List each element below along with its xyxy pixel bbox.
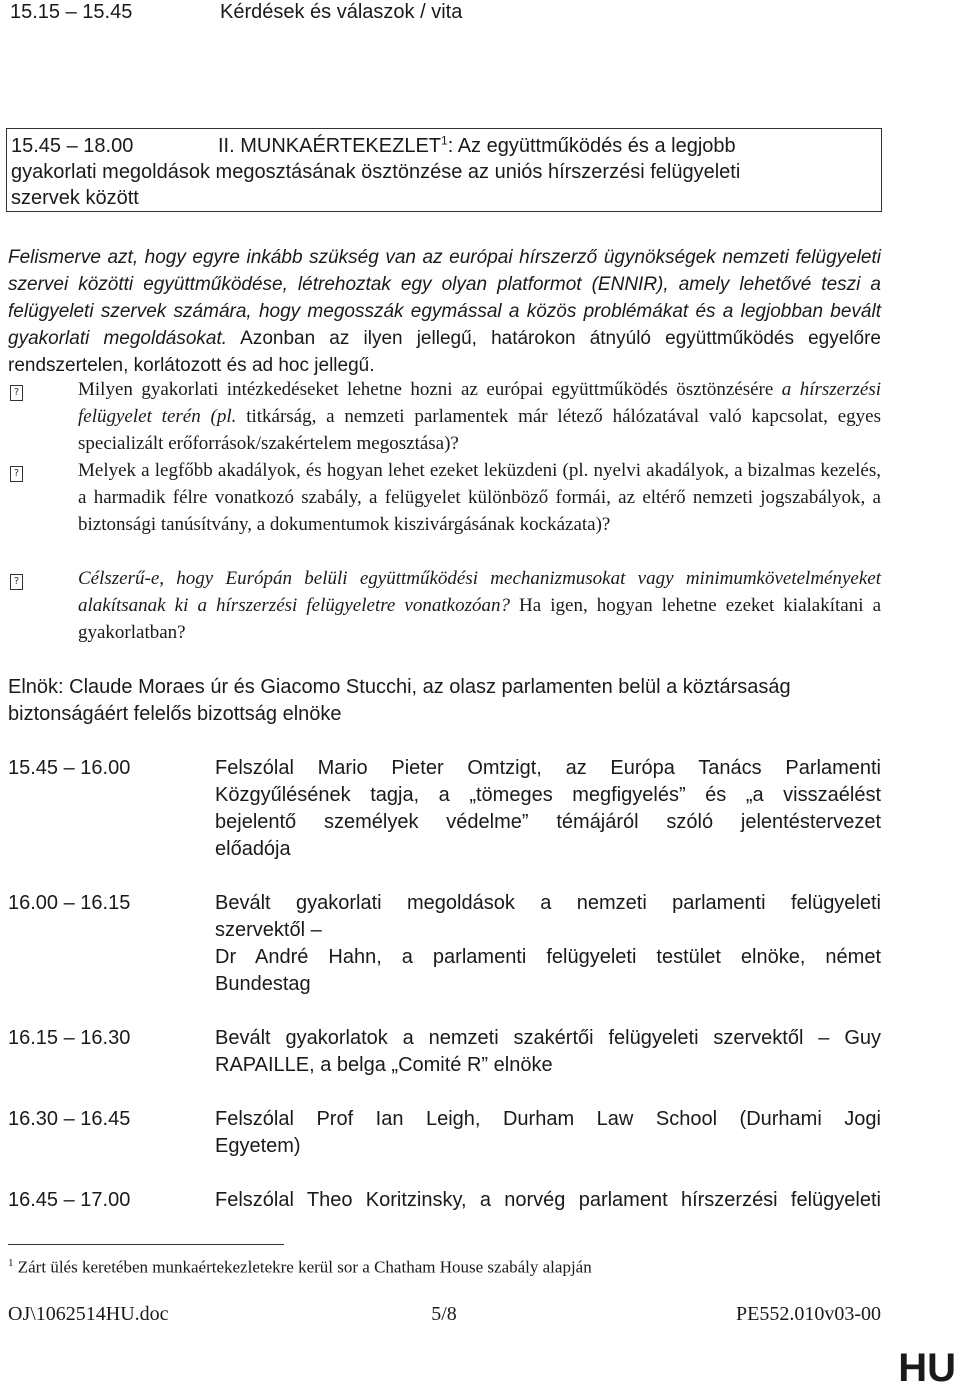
- bullet-icon: ?: [10, 466, 23, 482]
- question-3-italic: Célszerű-e, hogy Európán belüli együttműködési mechanizmusokat vagy minimumkövetelményeket alakítsanak ki a hírszerzési felügyeletre vonatkozóan?: [78, 568, 881, 616]
- schedule-time: 15.45 – 16.00: [8, 757, 131, 779]
- desc-line: Bevált gyakorlati megoldások a nemzeti parlamenti felügyeleti: [215, 892, 881, 914]
- footnote-ref[interactable]: 1: [441, 133, 448, 148]
- top-agenda-line: [10, 0, 462, 24]
- schedule-desc: [215, 1187, 881, 1214]
- intro-italic: Felismerve azt, hogy egyre inkább szükség van az európai hírszerző ügynökségek nemzeti felügyeleti szervei közötti együttműködése, létrehoztak egy olyan platformot (ENNIR), amely lehetővé teszi a felügyeleti szervek számára, hogy megosszák egymással a közös problémákat és a legjobban bevált gyakorlati megoldásokat.: [8, 247, 881, 349]
- schedule-desc: [215, 890, 881, 998]
- schedule-desc: [215, 755, 881, 863]
- desc-line: Bevált gyakorlatok a nemzeti szakértői felügyeleti szervektől – Guy: [215, 1027, 881, 1049]
- session-title-rest: : Az együttműködés és a legjobb: [447, 135, 736, 157]
- session-header-box: [6, 128, 882, 212]
- session-header-line-1: [11, 133, 877, 159]
- footer-pe-ref: PE552.010v03-00: [736, 1303, 881, 1325]
- footnote-divider: [8, 1244, 284, 1245]
- desc-line: előadója: [215, 838, 291, 860]
- desc-line: Bundestag: [215, 973, 311, 995]
- schedule-desc: [215, 1025, 881, 1079]
- schedule-time: 16.30 – 16.45: [8, 1108, 131, 1130]
- session-header-line-2: gyakorlati megoldások megosztásának ösztönzése az uniós hírszerzési felügyeleti: [11, 161, 741, 183]
- desc-line: Egyetem): [215, 1135, 301, 1157]
- question-2-part-a: Melyek a legfőbb akadályok, és hogyan lehet ezeket leküzdeni (pl. nyelvi akadályok, a bizalmas kezelés, a harmadik félre vonatkozó szabály, a felügyelet különböző formái, az eltérő nemzeti jogszabályok, a biztonsági tanúsítvány, a dokumentumok kiszivárgásának kockázata)?: [78, 460, 881, 535]
- desc-line: bejelentő személyek védelme” témájáról szóló jelentéstervezet: [215, 811, 881, 833]
- question-1-italic: a hírszerzési felügyelet terén (pl.: [78, 379, 882, 427]
- footnote-text: Zárt ülés keretében munkaértekezletekre kerül sor a Chatham House szabály alapján: [13, 1257, 592, 1277]
- bullet-icon: ?: [10, 574, 23, 590]
- desc-line: Közgyűlésének tagja, a „tömeges megfigyelés” és „a visszaélést: [215, 784, 881, 806]
- schedule-time: 16.00 – 16.15: [8, 892, 131, 914]
- question-item-1: [78, 376, 881, 457]
- page-number: 5/8: [431, 1303, 457, 1325]
- desc-line: RAPAILLE, a belga „Comité R” elnöke: [215, 1054, 553, 1076]
- question-1-part-b: titkárság, a nemzeti parlamentek már létező hálózatával való kapcsolat, egyes specializált erőforrások/szakértelem megosztása)?: [78, 406, 881, 454]
- intro-paragraph: [8, 244, 881, 379]
- schedule-time: 16.15 – 16.30: [8, 1027, 131, 1049]
- intro-normal: Azonban az ilyen jellegű, határokon átnyúló együttműködés egyelőre rendszertelen, korlátozott és ad hoc jellegű.: [8, 328, 882, 376]
- question-3-part-b: Ha igen, hogyan lehetne ezeket kialakítani a gyakorlatban?: [78, 595, 882, 643]
- desc-line: Dr André Hahn, a parlamenti felügyeleti testület elnöke, német: [215, 946, 881, 968]
- footnote-number: 1: [8, 1257, 14, 1269]
- footnote: [8, 1252, 592, 1279]
- schedule-time: 16.45 – 17.00: [8, 1189, 131, 1211]
- desc-line: Felszólal Theo Koritzinsky, a norvég parlament hírszerzési felügyeleti: [215, 1189, 881, 1211]
- bullet-icon: ?: [10, 385, 23, 401]
- question-item-3: [78, 565, 881, 646]
- chair-line: Elnök: Claude Moraes úr és Giacomo Stucchi, az olasz parlamenten belül a köztársaság biztonságáért felelős bizottság elnöke: [8, 676, 791, 725]
- agenda-title: Kérdések és válaszok / vita: [220, 1, 463, 23]
- session-time: 15.45 – 18.00: [11, 135, 134, 157]
- session-prefix: II. MUNKAÉRTEKEZLET: [218, 135, 442, 157]
- question-item-2: [78, 457, 881, 538]
- session-header-line-3: szervek között: [11, 187, 139, 209]
- desc-line: Felszólal Mario Pieter Omtzigt, az Európa Tanács Parlamenti: [215, 757, 881, 779]
- language-code: HU: [898, 1346, 956, 1390]
- agenda-time: 15.15 – 15.45: [10, 1, 133, 23]
- question-1-part-a: Milyen gyakorlati intézkedéseket lehetne hozni az európai együttműködés ösztönzésére: [78, 379, 774, 400]
- desc-line: Felszólal Prof Ian Leigh, Durham Law School (Durhami Jogi: [215, 1108, 881, 1130]
- schedule-desc: [215, 1106, 881, 1160]
- footer-doc-id: OJ\1062514HU.doc: [8, 1303, 169, 1325]
- desc-line: szervektől –: [215, 919, 322, 941]
